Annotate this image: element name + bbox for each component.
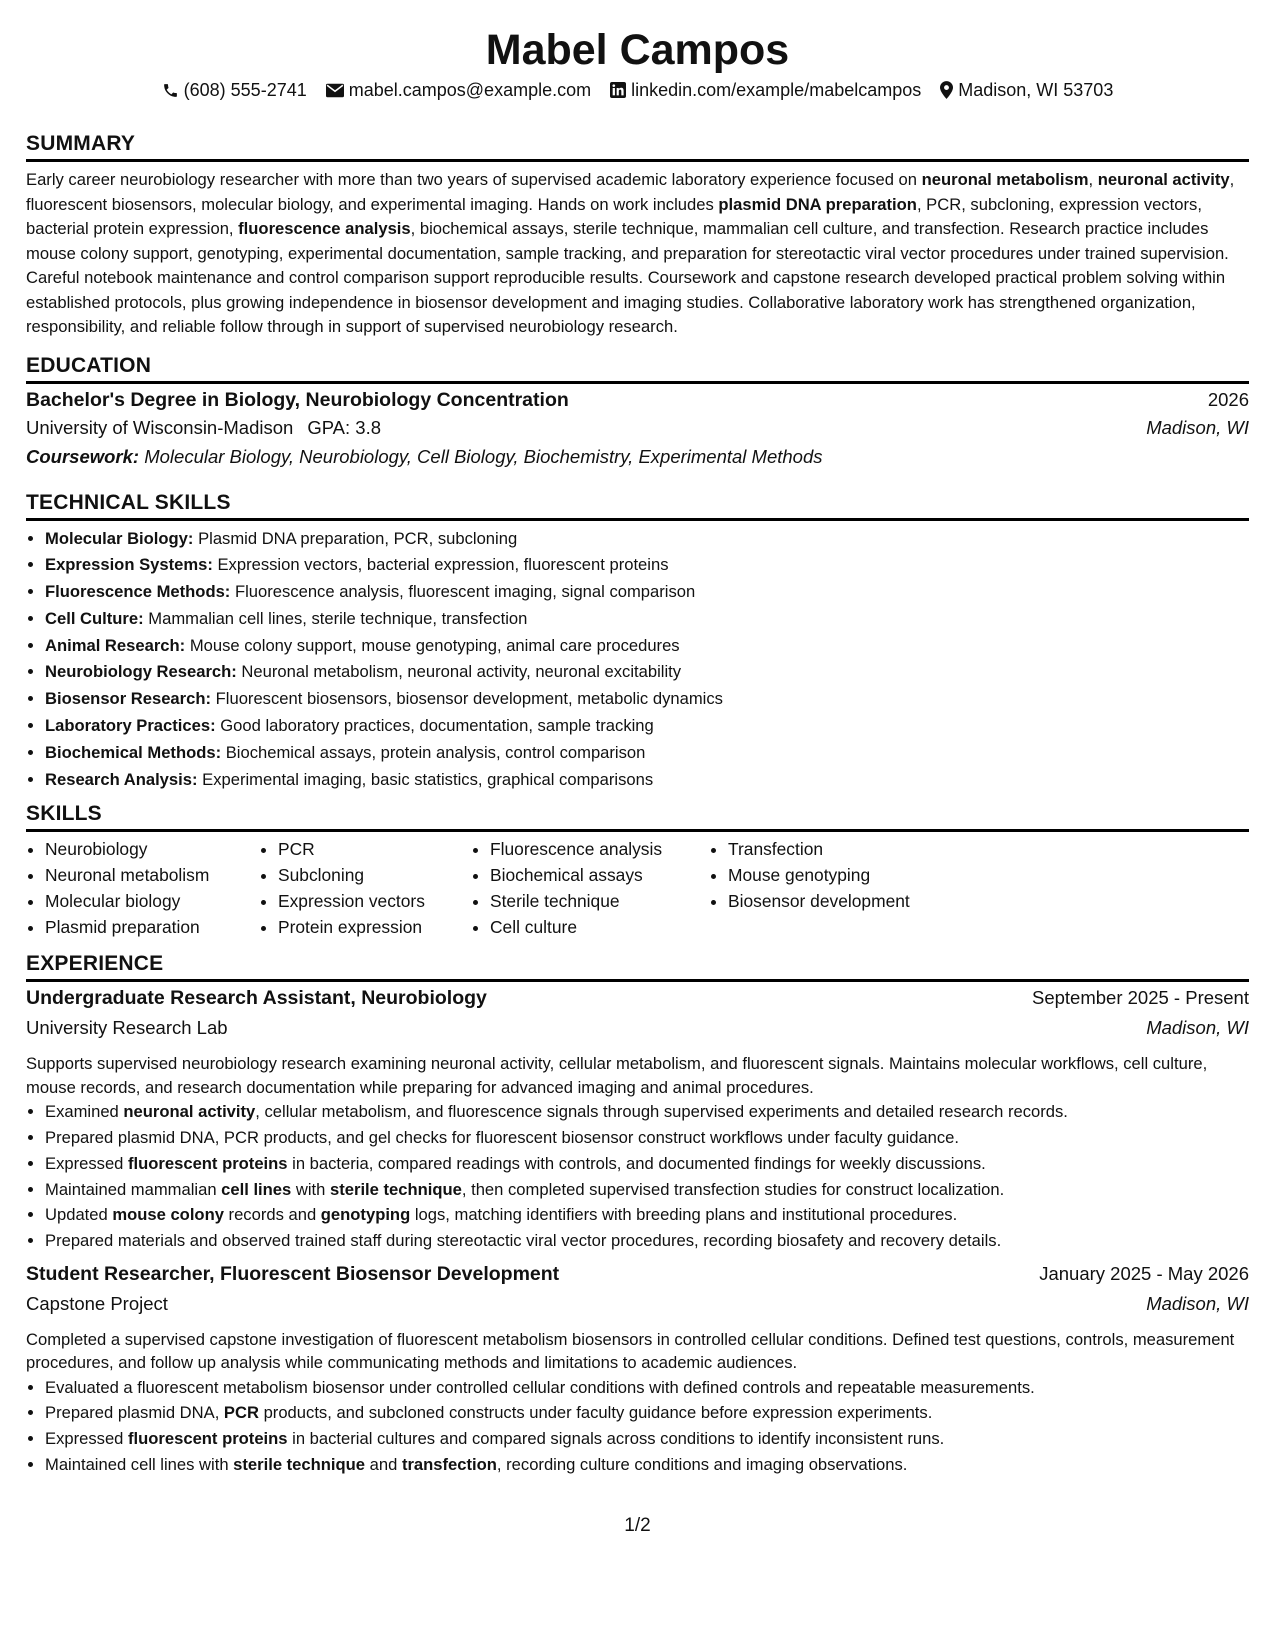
section-title-technical-skills: TECHNICAL SKILLS <box>26 491 1249 521</box>
skill-item: • Neuronal metabolism <box>45 862 259 888</box>
technical-skill-item <box>45 552 1249 579</box>
text-run: with <box>291 1179 330 1199</box>
skills-section <box>26 802 1249 940</box>
text-run: Prepared plasmid DNA, PCR products, and gel checks for fluorescent biosensor construct workflows under faculty guidance. <box>45 1128 960 1148</box>
skill-details: Biochemical assays, protein analysis, control comparison <box>225 742 646 762</box>
linkedin-icon <box>610 82 626 98</box>
section-title-experience: EXPERIENCE <box>26 952 1249 982</box>
skill-item: • Biochemical assays <box>490 862 709 888</box>
text-run: Updated <box>45 1205 113 1225</box>
skill-category: Biosensor Research: <box>45 689 212 709</box>
bold-keyword: PCR <box>223 1403 259 1423</box>
text-run: logs, matching identifiers with breeding plans and institutional procedures. <box>410 1205 958 1225</box>
bold-keyword: plasmid DNA preparation <box>718 194 917 214</box>
skill-details: Mammalian cell lines, sterile technique, transfection <box>148 608 528 628</box>
skill-details: Expression vectors, bacterial expression, fluorescent proteins <box>217 555 669 575</box>
job-bullets <box>26 1099 1249 1253</box>
skills-column <box>709 836 968 940</box>
education-header-row <box>26 389 1249 417</box>
text-run: Expressed <box>45 1428 129 1448</box>
text-run: records and <box>223 1205 321 1225</box>
section-title-education: EDUCATION <box>26 354 1249 384</box>
technical-skill-item <box>45 740 1249 767</box>
job-bullet <box>45 1125 1249 1151</box>
job-bullets <box>26 1375 1249 1478</box>
bold-keyword: neuronal activity <box>1097 170 1230 189</box>
skill-item: • Neurobiology <box>45 836 259 862</box>
job-location: Madison, WI <box>1146 1292 1249 1314</box>
experience-section <box>26 952 1249 1477</box>
job-bullet <box>45 1228 1249 1254</box>
skill-category: Research Analysis: <box>45 769 198 789</box>
summary-text <box>26 168 1249 340</box>
bold-keyword: sterile technique <box>233 1454 366 1474</box>
gpa: GPA: 3.8 <box>307 416 382 438</box>
job-entry <box>26 987 1249 1253</box>
job-bullet <box>45 1202 1249 1228</box>
skill-category: Cell Culture: <box>45 608 144 628</box>
text-run: , <box>1088 170 1098 189</box>
job-summary: Completed a supervised capstone investigation of fluorescent metabolism biosensors in controlled cellular conditions. Defined test questions, controls, measurement procedures, and follow up analysis while communicating methods and limitations to academic audiences. <box>26 1329 1235 1373</box>
skills-column <box>471 836 709 940</box>
job-title: Student Researcher, Fluorescent Biosensor Development <box>26 1262 560 1285</box>
skill-item: • Cell culture <box>490 914 709 940</box>
technical-skill-item <box>45 767 1249 794</box>
text-run: Maintained mammalian <box>45 1179 222 1199</box>
skill-item: • Fluorescence analysis <box>490 836 709 862</box>
coursework-list: Molecular Biology, Neurobiology, Cell Biology, Biochemistry, Experimental Methods <box>144 445 823 467</box>
skill-category: Neurobiology Research: <box>45 662 237 682</box>
text-run: , recording culture conditions and imaging observations. <box>496 1454 908 1474</box>
job-header-row <box>26 1263 1249 1293</box>
bold-keyword: mouse colony <box>112 1205 224 1225</box>
job-bullet <box>45 1400 1249 1426</box>
job-dates: January 2025 - May 2026 <box>1039 1262 1249 1284</box>
text-run: Maintained cell lines with <box>45 1454 234 1474</box>
skill-item: • Transfection <box>728 836 968 862</box>
bold-keyword: neuronal metabolism <box>921 170 1089 189</box>
skill-details: Plasmid DNA preparation, PCR, subcloning <box>198 528 518 548</box>
skill-item: • Molecular biology <box>45 888 259 914</box>
skill-details: Fluorescence analysis, fluorescent imaging, signal comparison <box>234 582 696 602</box>
skill-item: • Mouse genotyping <box>728 862 968 888</box>
bold-keyword: genotyping <box>320 1205 411 1225</box>
bold-keyword: neuronal activity <box>123 1102 256 1122</box>
skill-item: • Protein expression <box>278 914 471 940</box>
job-title: Undergraduate Research Assistant, Neurobiology <box>26 987 487 1010</box>
skill-details: Experimental imaging, basic statistics, graphical comparisons <box>202 769 654 789</box>
phone-icon <box>162 82 179 99</box>
skill-details: Good laboratory practices, documentation, sample tracking <box>220 716 654 736</box>
bold-keyword: fluorescence analysis <box>238 219 411 238</box>
section-title-summary: SUMMARY <box>26 132 1249 162</box>
email-link[interactable]: mabel.campos@example.com <box>348 79 592 100</box>
text-run: and <box>365 1454 402 1474</box>
technical-skill-item <box>45 686 1249 713</box>
skill-category: Laboratory Practices: <box>45 716 216 736</box>
location-text: Madison, WI 53703 <box>958 79 1114 100</box>
technical-skill-item <box>45 659 1249 686</box>
text-run: , biochemical assays, sterile technique, mammalian cell culture, and transfection. Research practice includes mouse colony support, genotyping, experimental documentation, sample tracking, and preparation for stereotactic viral vector procedures under trained supervision. Careful notebook maintenance and control comparison support reproducible results. Coursework and capstone research developed practical problem solving within established protocols, plus growing independence in biosensor development and imaging studies. Collaborative laboratory work has strengthened organization, responsibility, and reliable follow through in support of supervised neurobiology research. <box>26 219 1229 336</box>
technical-skill-item <box>45 526 1249 553</box>
page-number: 1/2 <box>624 1515 651 1536</box>
skill-item: • Expression vectors <box>278 888 471 914</box>
job-bullet <box>45 1177 1249 1203</box>
technical-skill-item <box>45 579 1249 606</box>
skill-details: Mouse colony support, mouse genotyping, animal care procedures <box>189 635 680 655</box>
experience-list <box>26 987 1249 1477</box>
job-entry <box>26 1263 1249 1478</box>
technical-skill-item <box>45 633 1249 660</box>
section-title-skills: SKILLS <box>26 802 1249 832</box>
contact-location <box>940 80 1113 101</box>
text-run: products, and subcloned constructs under faculty guidance before expression experiments. <box>258 1403 933 1423</box>
education-section <box>26 354 1249 475</box>
phone-number: (608) 555-2741 <box>183 79 307 100</box>
technical-skills-list <box>26 526 1249 794</box>
technical-skill-item <box>45 713 1249 740</box>
text-run: Prepared materials and observed trained staff during stereotactic viral vector procedures, recording biosafety and recovery details. <box>45 1230 1002 1250</box>
text-run: , cellular metabolism, and fluorescence signals through supervised experiments and detailed research records. <box>255 1102 1068 1122</box>
school-name-line <box>26 417 381 439</box>
text-run: , then completed supervised transfection studies for construct localization. <box>461 1179 1005 1199</box>
job-org-row <box>26 1017 1249 1046</box>
skill-category: Animal Research: <box>45 635 186 655</box>
school-name: University of Wisconsin-Madison <box>26 416 294 438</box>
contact-email[interactable] <box>326 80 591 101</box>
job-bullet <box>45 1099 1249 1125</box>
envelope-icon <box>326 83 344 98</box>
skill-category: Fluorescence Methods: <box>45 582 231 602</box>
technical-skills-section <box>26 491 1249 794</box>
text-run: Examined <box>45 1102 124 1122</box>
skill-category: Expression Systems: <box>45 555 213 575</box>
text-run: Early career neurobiology researcher with more than two years of supervised academic laboratory experience focused on <box>26 170 922 189</box>
skills-column <box>26 836 259 940</box>
bold-keyword: cell lines <box>221 1179 292 1199</box>
skill-details: Neuronal metabolism, neuronal activity, neuronal excitability <box>241 662 682 682</box>
map-pin-icon <box>940 81 953 99</box>
text-run: in bacteria, compared readings with controls, and documented findings for weekly discussions. <box>287 1153 986 1173</box>
skill-category: Molecular Biology: <box>45 528 194 548</box>
coursework-line <box>26 446 1249 475</box>
text-run: , fluorescent biosensors, molecular biology, and experimental imaging. Hands on work includes <box>26 170 1235 214</box>
contact-bar <box>26 78 1249 102</box>
skill-category: Biochemical Methods: <box>45 742 222 762</box>
job-org-row <box>26 1293 1249 1322</box>
job-dates: September 2025 - Present <box>1032 987 1249 1009</box>
job-bullet <box>45 1426 1249 1452</box>
job-bullet <box>45 1375 1249 1401</box>
linkedin-link[interactable]: linkedin.com/example/mabelcampos <box>631 79 922 100</box>
skill-item: • PCR <box>278 836 471 862</box>
technical-skill-item <box>45 606 1249 633</box>
job-organization: University Research Lab <box>26 1017 228 1039</box>
job-organization: Capstone Project <box>26 1292 168 1314</box>
text-run: , PCR, subcloning, expression vectors, bacterial protein expression, <box>26 194 1202 238</box>
text-run: Expressed <box>45 1153 129 1173</box>
bold-keyword: sterile technique <box>330 1179 462 1199</box>
candidate-name: Mabel Campos <box>485 26 790 74</box>
bold-keyword: fluorescent proteins <box>128 1153 288 1173</box>
graduation-year: 2026 <box>1207 388 1249 410</box>
text-run: in bacterial cultures and compared signals across conditions to identify inconsistent runs. <box>287 1428 945 1448</box>
skills-grid <box>26 836 1249 940</box>
contact-linkedin[interactable] <box>610 80 921 101</box>
school-location: Madison, WI <box>1146 416 1249 438</box>
resume-page <box>26 0 1249 1477</box>
job-bullet <box>45 1151 1249 1177</box>
job-header-row <box>26 987 1249 1017</box>
degree-title: Bachelor's Degree in Biology, Neurobiology Concentration <box>26 388 569 411</box>
text-run: Evaluated a fluorescent metabolism biosensor under controlled cellular conditions with defined controls and repeatable measurements. <box>45 1377 1035 1397</box>
bold-keyword: transfection <box>401 1454 497 1474</box>
summary-section <box>26 132 1249 340</box>
education-school-row <box>26 417 1249 446</box>
skill-item: • Subcloning <box>278 862 471 888</box>
text-run: Prepared plasmid DNA, <box>45 1403 224 1423</box>
job-summary: Supports supervised neurobiology research examining neuronal activity, cellular metabolism, and fluorescent signals. Maintains molecular workflows, cell culture, mouse records, and research documentation while preparing for advanced imaging and animal procedures. <box>26 1054 1208 1097</box>
contact-phone <box>162 80 307 101</box>
coursework-label: Coursework: <box>26 445 140 467</box>
skill-item: • Plasmid preparation <box>45 914 259 940</box>
skill-details: Fluorescent biosensors, biosensor development, metabolic dynamics <box>215 689 723 709</box>
skill-item: • Biosensor development <box>728 888 968 914</box>
job-location: Madison, WI <box>1146 1017 1249 1039</box>
skill-item: • Sterile technique <box>490 888 709 914</box>
bold-keyword: fluorescent proteins <box>128 1428 288 1448</box>
job-bullet <box>45 1452 1249 1478</box>
skills-column <box>259 836 471 940</box>
